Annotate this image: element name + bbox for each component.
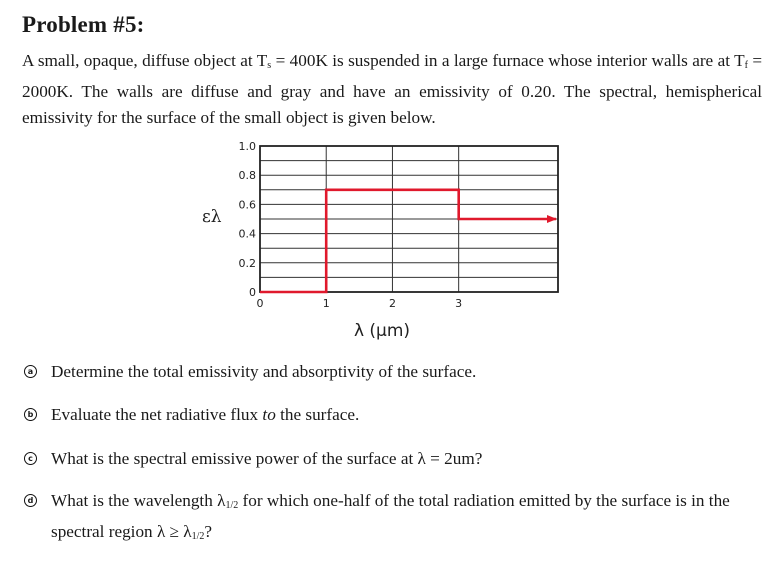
circled-letter-d-icon: d [24, 494, 37, 507]
x-axis-label: λ (μm) [353, 321, 411, 341]
emissivity-step-line [260, 190, 556, 292]
emissivity-chart [190, 138, 570, 343]
problem-title: Problem #5: [22, 12, 145, 37]
subscript-half: 1/2 [191, 531, 205, 542]
subscript-f: f [744, 60, 748, 71]
intro-text: = 400K is suspended in a large furnace whose interior walls are at T [271, 51, 745, 70]
intro-text: A small, opaque, diffuse object at T [22, 51, 268, 70]
subscript-half: 1/2 [225, 500, 239, 511]
svg-text:1: 1 [322, 297, 330, 310]
subscript-s: s [267, 60, 272, 71]
question-text [51, 402, 751, 428]
svg-text:1.0: 1.0 [238, 140, 256, 153]
svg-text:0.2: 0.2 [238, 256, 256, 270]
question-text-part: ? [204, 522, 213, 541]
svg-text:2: 2 [388, 297, 396, 310]
problem-statement [22, 48, 762, 131]
y-axis-label: ελ [202, 207, 222, 227]
question-text-part: the surface. [275, 405, 360, 424]
chart-canvas [190, 138, 570, 343]
circled-letter-a-icon: a [24, 365, 37, 378]
svg-text:0.4: 0.4 [238, 227, 256, 241]
question-text-part: for which one-half of the total radiation emitted by the surface is in the spectral region λ ≥ λ [51, 491, 730, 541]
question-text-part: What is the wavelength λ [51, 491, 226, 510]
question-text [51, 488, 751, 550]
question-text-part: Evaluate the net radiative flux [51, 405, 263, 424]
svg-text:3: 3 [455, 297, 463, 310]
question-text: What is the spectral emissive power of the surface at λ = 2um? [51, 449, 483, 468]
svg-text:0: 0 [249, 286, 256, 299]
svg-text:0.6: 0.6 [238, 198, 256, 212]
circled-letter-b-icon: b [24, 408, 37, 421]
circled-letter-c-icon: c [24, 452, 37, 465]
chart-tick-labels [239, 140, 463, 310]
question-emphasis: to [262, 405, 276, 424]
question-text: Determine the total emissivity and absorptivity of the surface. [51, 362, 477, 381]
svg-text:0.8: 0.8 [238, 169, 256, 183]
svg-text:0: 0 [256, 297, 264, 310]
intro-text: = 2000K. The walls are diffuse and gray and have an emissivity of 0.20. The spectral, hemispherical emissivity for the surface of the small object is given below. [22, 51, 763, 127]
